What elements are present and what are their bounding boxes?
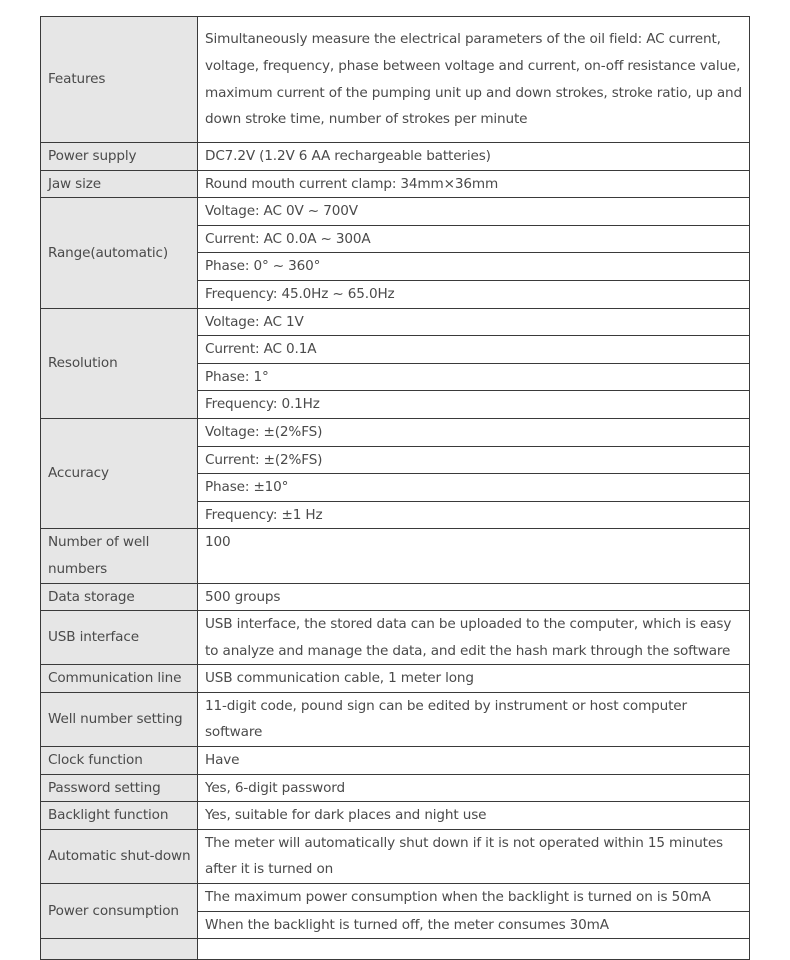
row-value: Voltage: AC 1V [198,308,750,336]
table-row-power-supply [41,143,750,171]
table-row-clock-function [41,747,750,775]
row-value: 500 groups [198,583,750,611]
row-label: Power consumption [41,884,198,939]
row-value: Yes, 6-digit password [198,774,750,802]
row-label: Clock function [41,747,198,775]
row-value: Frequency: 45.0Hz ~ 65.0Hz [198,280,750,308]
row-label: Power supply [41,143,198,171]
row-label: Password setting [41,774,198,802]
row-label: Communication line [41,665,198,693]
row-value: Current: AC 0.0A ~ 300A [198,225,750,253]
row-value: The maximum power consumption when the backlight is turned on is 50mA [198,884,750,912]
row-value: DC7.2V (1.2V 6 AA rechargeable batteries) [198,143,750,171]
table-row-accuracy [41,418,750,446]
row-value: 100 [198,529,750,583]
row-value: Voltage: ±(2%FS) [198,418,750,446]
row-label: Jaw size [41,170,198,198]
table-row-well-number-setting [41,692,750,746]
row-label: Features [41,17,198,143]
row-label: Backlight function [41,802,198,830]
row-value: The meter will automatically shut down if it is not operated within 15 minutes after it is turned on [198,829,750,883]
row-label: Well number setting [41,692,198,746]
row-label: USB interface [41,611,198,665]
table-row-backlight-function [41,802,750,830]
table-row-well-numbers [41,529,750,583]
table-row-features [41,17,750,143]
row-value: Phase: 1° [198,363,750,391]
spec-table-body [41,17,750,960]
row-label: Resolution [41,308,198,418]
row-label: Data storage [41,583,198,611]
row-label: Accuracy [41,418,198,528]
table-row-power-consumption [41,884,750,912]
row-value: Simultaneously measure the electrical parameters of the oil field: AC current, voltage, frequency, phase between voltage and current, on-off resistance value, maximum current of the pumping unit up and down strokes, stroke ratio, up and down stroke time, number of strokes per minute [198,17,750,143]
table-row-communication-line [41,665,750,693]
row-value: Have [198,747,750,775]
table-row-cutoff [41,939,750,960]
spec-table [40,16,750,960]
row-value: Yes, suitable for dark places and night use [198,802,750,830]
row-value: Phase: 0° ~ 360° [198,253,750,281]
row-value: Frequency: 0.1Hz [198,391,750,419]
row-value [198,939,750,960]
row-value: Current: ±(2%FS) [198,446,750,474]
row-value: When the backlight is turned off, the meter consumes 30mA [198,911,750,939]
row-value: USB communication cable, 1 meter long [198,665,750,693]
row-value: Phase: ±10° [198,474,750,502]
row-label [41,939,198,960]
row-value: 11-digit code, pound sign can be edited by instrument or host computer software [198,692,750,746]
row-value: USB interface, the stored data can be uploaded to the computer, which is easy to analyze and manage the data, and edit the hash mark through the software [198,611,750,665]
table-row-auto-shutdown [41,829,750,883]
row-label: Number of well numbers [41,529,198,583]
table-row-data-storage [41,583,750,611]
row-value: Voltage: AC 0V ~ 700V [198,198,750,226]
table-row-password-setting [41,774,750,802]
row-label: Range(automatic) [41,198,198,308]
table-row-jaw-size [41,170,750,198]
table-row-range [41,198,750,226]
row-label: Automatic shut-down [41,829,198,883]
row-value: Round mouth current clamp: 34mm×36mm [198,170,750,198]
table-row-resolution [41,308,750,336]
table-row-usb-interface [41,611,750,665]
row-value: Frequency: ±1 Hz [198,501,750,529]
row-value: Current: AC 0.1A [198,336,750,364]
